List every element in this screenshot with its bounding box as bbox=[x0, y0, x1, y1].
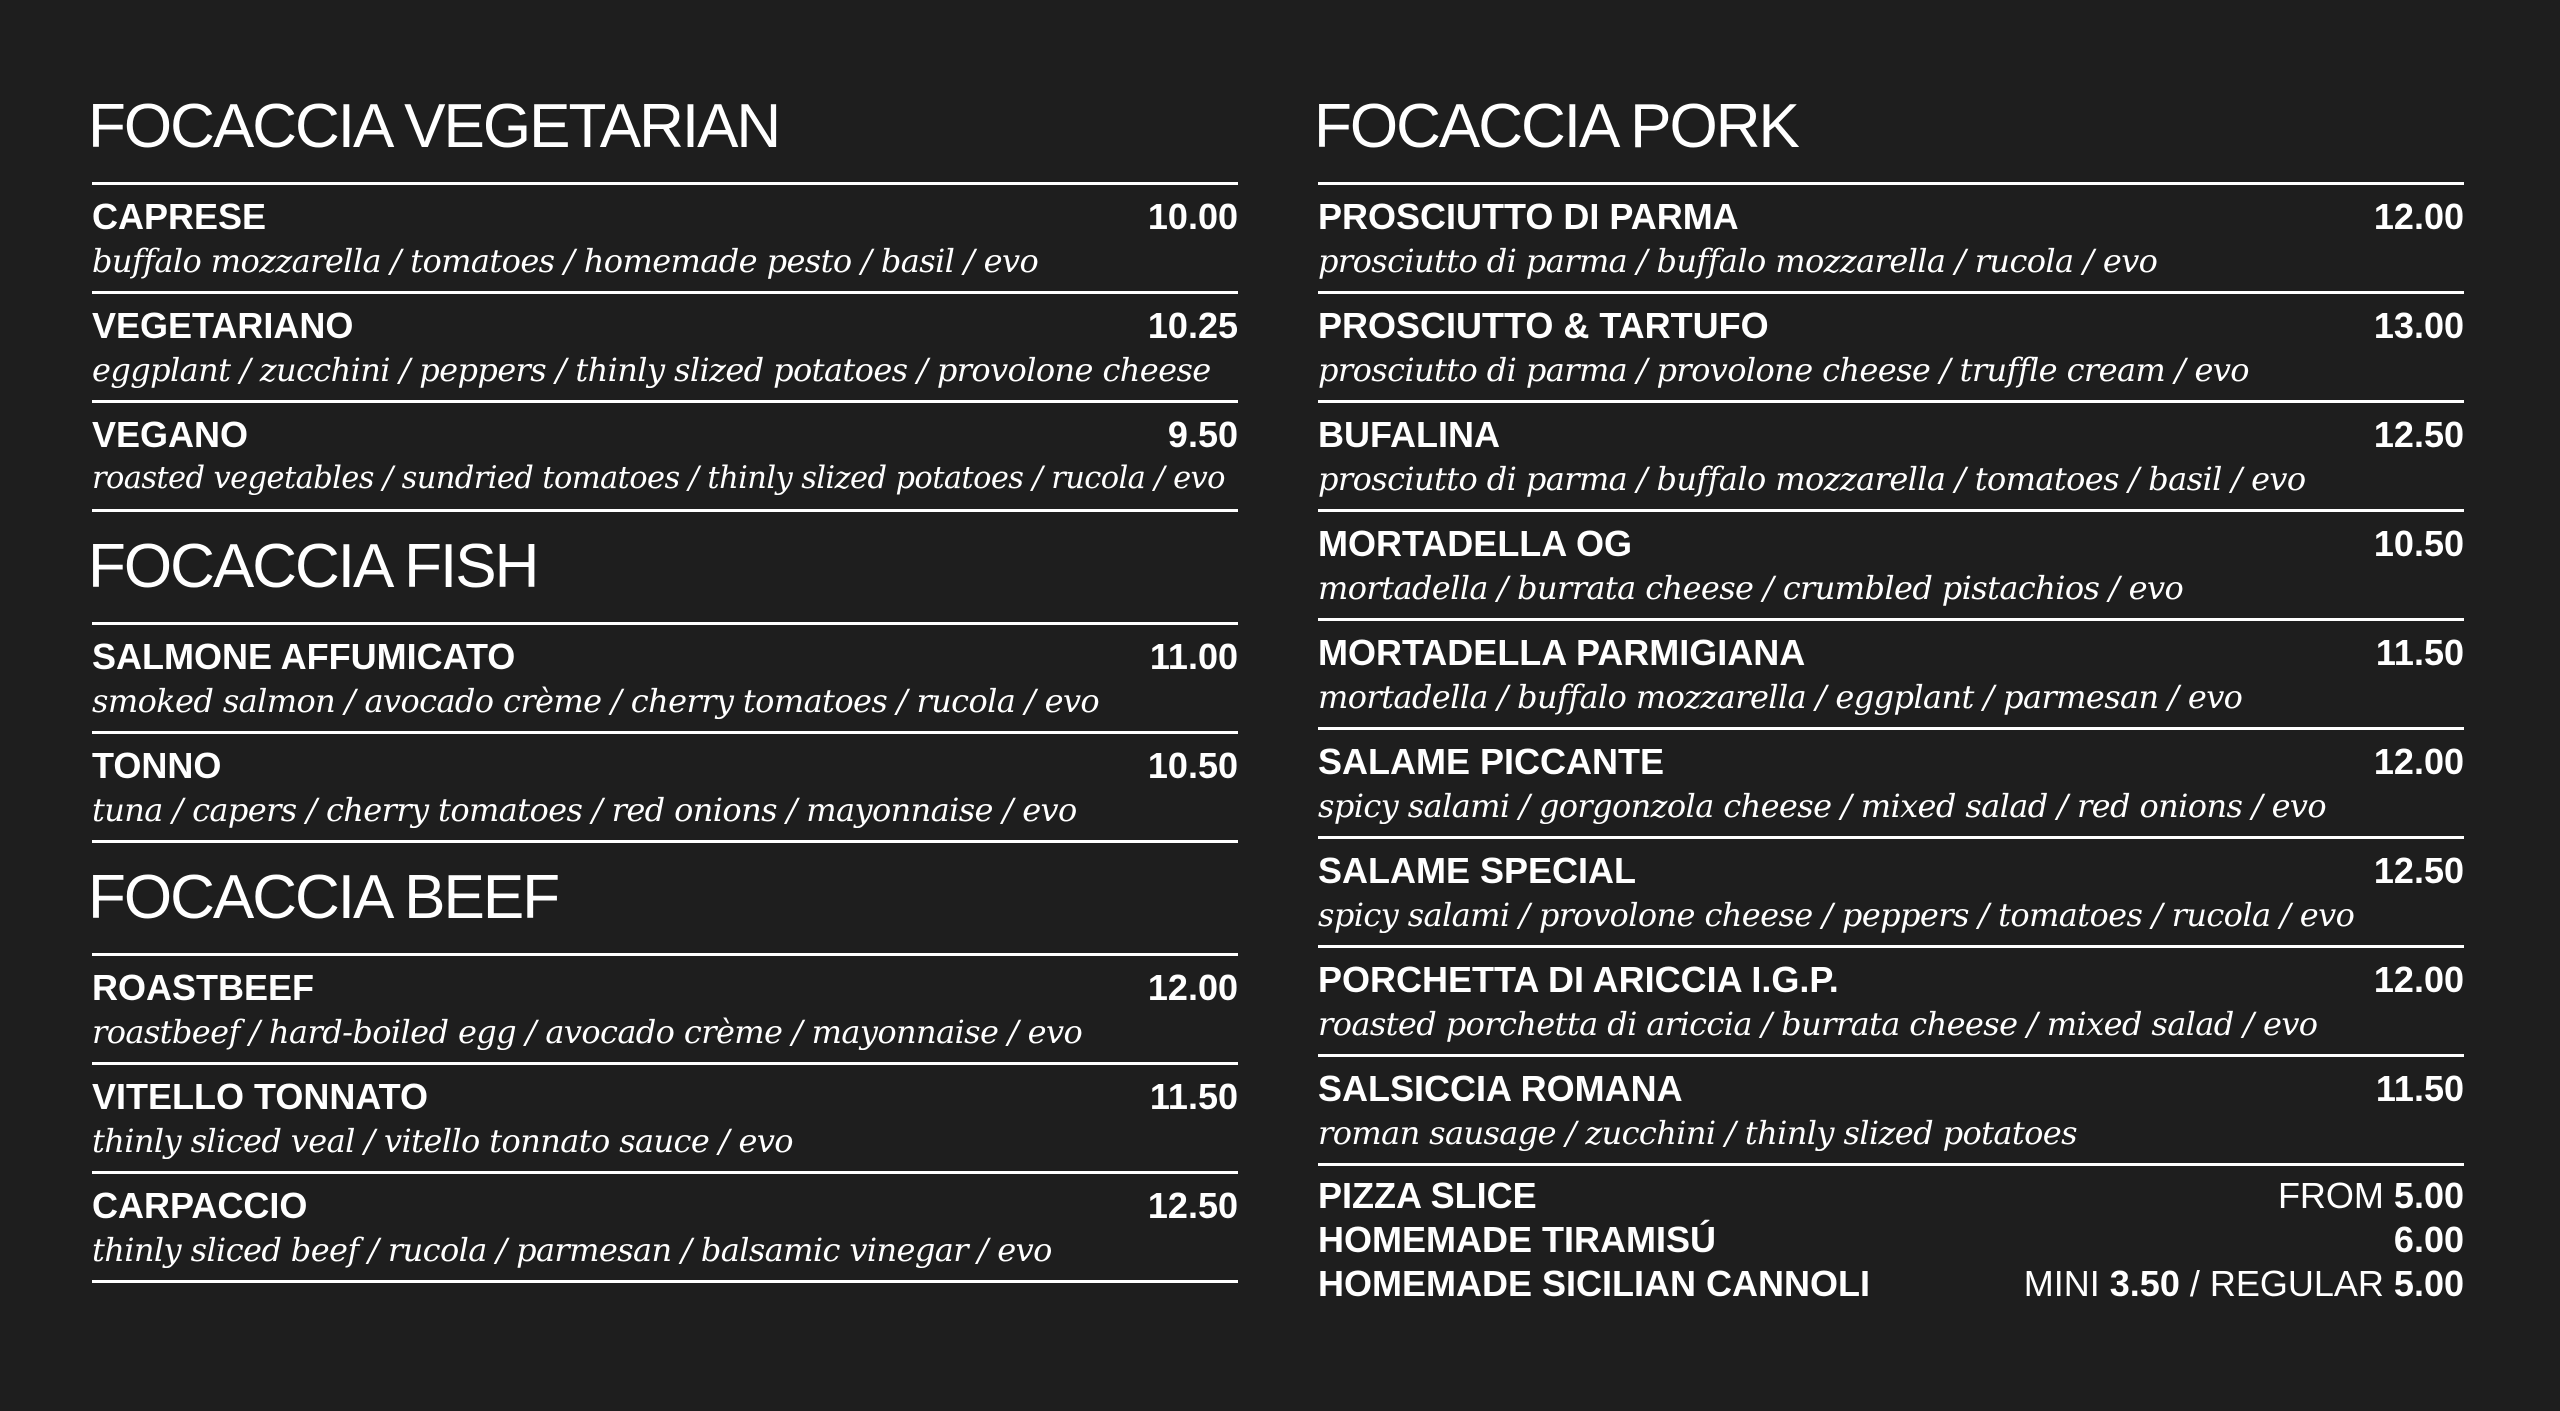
item-description: mortadella / burrata cheese / crumbled pistachios / evo bbox=[1318, 569, 2184, 607]
item-price: 10.00 bbox=[1147, 196, 1238, 237]
section-beef bbox=[88, 863, 1238, 1283]
item-name: VEGETARIANO bbox=[92, 305, 354, 346]
menu-item bbox=[1318, 403, 2464, 512]
item-description: prosciutto di parma / buffalo mozzarella / tomatoes / basil / evo bbox=[1318, 460, 2306, 498]
item-description: roasted vegetables / sundried tomatoes / thinly slized potatoes / rucola / evo bbox=[92, 461, 1225, 496]
item-description: roastbeef / hard-boiled egg / avocado crème / mayonnaise / evo bbox=[92, 1013, 1083, 1051]
menu-item bbox=[1318, 948, 2464, 1057]
item-description: roman sausage / zucchini / thinly slized potatoes bbox=[1318, 1114, 2077, 1152]
item-price: 12.50 bbox=[2373, 850, 2464, 891]
item-description: mortadella / buffalo mozzarella / eggplant / parmesan / evo bbox=[1318, 678, 2243, 716]
extra-price: FROM 5.00 bbox=[2277, 1175, 2464, 1216]
menu-item bbox=[1318, 185, 2464, 294]
section-pork bbox=[1314, 92, 2464, 1306]
item-name: CAPRESE bbox=[92, 196, 267, 237]
item-name: PROSCIUTTO DI PARMA bbox=[1318, 196, 1739, 237]
item-name: MORTADELLA OG bbox=[1318, 523, 1632, 564]
item-name: MORTADELLA PARMIGIANA bbox=[1318, 632, 1806, 673]
item-description: spicy salami / provolone cheese / peppers / tomatoes / rucola / evo bbox=[1318, 896, 2355, 934]
menu-item bbox=[92, 294, 1238, 403]
section-vegetarian bbox=[88, 92, 1238, 512]
right-column bbox=[1314, 92, 2464, 1306]
menu-item bbox=[92, 734, 1238, 843]
menu-item bbox=[92, 403, 1238, 512]
item-price: 11.50 bbox=[1149, 1076, 1238, 1117]
section-title: FOCACCIA PORK bbox=[1314, 92, 1798, 161]
item-name: BUFALINA bbox=[1318, 414, 1500, 455]
item-price: 12.50 bbox=[2373, 414, 2464, 455]
extra-item-cannoli bbox=[1318, 1262, 2464, 1306]
item-name: PORCHETTA DI ARICCIA I.G.P. bbox=[1318, 959, 1839, 1000]
item-description: smoked salmon / avocado crème / cherry tomatoes / rucola / evo bbox=[92, 682, 1100, 720]
item-price: 10.25 bbox=[1147, 305, 1238, 346]
menu-item bbox=[1318, 621, 2464, 730]
item-name: TONNO bbox=[92, 745, 222, 786]
item-price: 12.00 bbox=[2373, 196, 2464, 237]
left-column bbox=[88, 92, 1238, 1283]
item-price: 10.50 bbox=[2373, 523, 2464, 564]
item-price: 11.00 bbox=[1149, 636, 1238, 677]
menu-item bbox=[92, 625, 1238, 734]
item-price: 12.50 bbox=[1147, 1185, 1238, 1226]
item-name: SALAME PICCANTE bbox=[1318, 741, 1665, 782]
item-name: SALMONE AFFUMICATO bbox=[92, 636, 516, 677]
extras-list bbox=[1318, 1166, 2464, 1306]
item-description: tuna / capers / cherry tomatoes / red onions / mayonnaise / evo bbox=[92, 791, 1077, 829]
menu-item bbox=[1318, 294, 2464, 403]
extra-name: HOMEMADE TIRAMISÚ bbox=[1318, 1219, 1716, 1260]
item-price: 10.50 bbox=[1147, 745, 1238, 786]
section-title: FOCACCIA FISH bbox=[88, 532, 538, 601]
item-name: ROASTBEEF bbox=[92, 967, 315, 1008]
extra-name: HOMEMADE SICILIAN CANNOLI bbox=[1318, 1263, 1870, 1304]
menu-item bbox=[1318, 512, 2464, 621]
item-price: 12.00 bbox=[1147, 967, 1238, 1008]
extra-item-tiramisu bbox=[1318, 1218, 2464, 1262]
item-price: 11.50 bbox=[2375, 1068, 2464, 1109]
item-description: eggplant / zucchini / peppers / thinly slized potatoes / provolone cheese bbox=[92, 351, 1211, 389]
extra-name: PIZZA SLICE bbox=[1318, 1175, 1537, 1216]
item-description: prosciutto di parma / provolone cheese / truffle cream / evo bbox=[1318, 351, 2249, 389]
item-price: 9.50 bbox=[1167, 414, 1238, 455]
item-name: SALAME SPECIAL bbox=[1318, 850, 1637, 891]
section-title: FOCACCIA VEGETARIAN bbox=[88, 92, 780, 161]
item-description: spicy salami / gorgonzola cheese / mixed salad / red onions / evo bbox=[1318, 787, 2327, 825]
item-price: 12.00 bbox=[2373, 741, 2464, 782]
item-description: roasted porchetta di ariccia / burrata cheese / mixed salad / evo bbox=[1318, 1005, 2318, 1043]
item-name: PROSCIUTTO & TARTUFO bbox=[1318, 305, 1769, 346]
extra-item-pizza-slice bbox=[1318, 1174, 2464, 1218]
menu-item bbox=[92, 185, 1238, 294]
section-fish bbox=[88, 532, 1238, 843]
menu-item bbox=[92, 956, 1238, 1065]
item-price: 11.50 bbox=[2375, 632, 2464, 673]
item-name: CARPACCIO bbox=[92, 1185, 308, 1226]
item-description: prosciutto di parma / buffalo mozzarella / rucola / evo bbox=[1318, 242, 2158, 280]
item-name: VEGANO bbox=[92, 414, 249, 455]
extra-price: 6.00 bbox=[2393, 1219, 2464, 1260]
menu-item bbox=[92, 1065, 1238, 1174]
menu-item bbox=[1318, 730, 2464, 839]
item-description: thinly sliced beef / rucola / parmesan / balsamic vinegar / evo bbox=[92, 1231, 1052, 1269]
item-name: SALSICCIA ROMANA bbox=[1318, 1068, 1683, 1109]
menu-item bbox=[92, 1174, 1238, 1283]
section-title: FOCACCIA BEEF bbox=[88, 863, 559, 932]
extra-price: MINI 3.50 / REGULAR 5.00 bbox=[2023, 1263, 2464, 1304]
item-price: 12.00 bbox=[2373, 959, 2464, 1000]
item-price: 13.00 bbox=[2373, 305, 2464, 346]
item-description: buffalo mozzarella / tomatoes / homemade pesto / basil / evo bbox=[92, 242, 1039, 280]
item-description: thinly sliced veal / vitello tonnato sauce / evo bbox=[92, 1122, 793, 1160]
menu-item bbox=[1318, 839, 2464, 948]
menu-item bbox=[1318, 1057, 2464, 1166]
item-name: VITELLO TONNATO bbox=[92, 1076, 429, 1117]
